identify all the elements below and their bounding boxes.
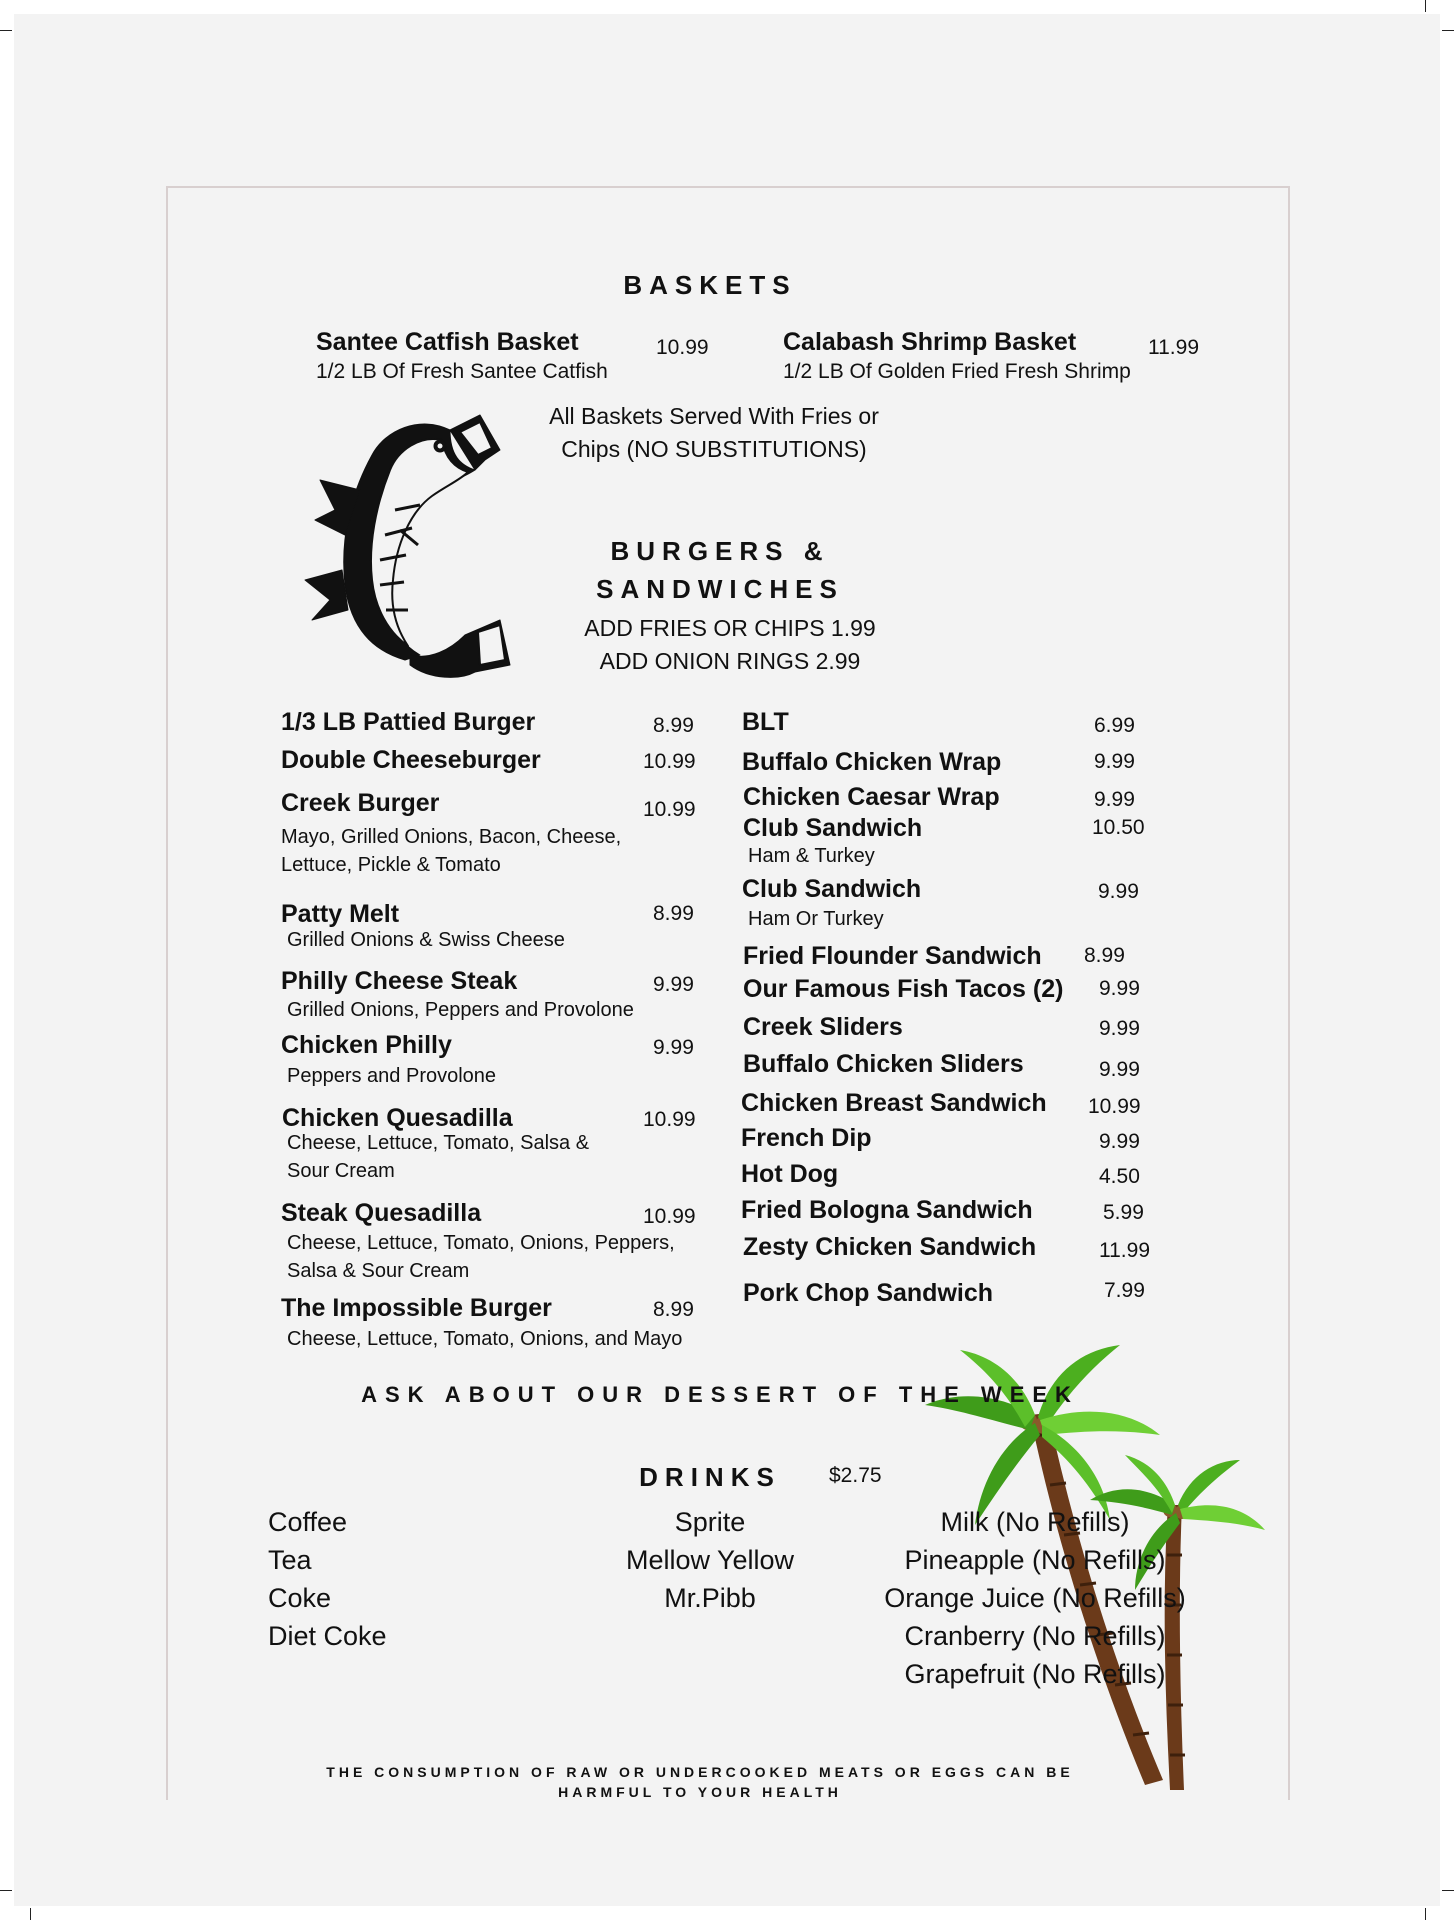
drinks-column-2 <box>560 1503 860 1617</box>
drinks-price: $2.75 <box>829 1464 882 1487</box>
menu-item-price: 9.99 <box>1099 977 1140 1000</box>
menu-item-name: Our Famous Fish Tacos (2) <box>743 975 1064 1003</box>
menu-item-price: 7.99 <box>1104 1279 1145 1302</box>
drink-item: Pineapple (No Refills) <box>904 1545 1166 1575</box>
menu-item-name: The Impossible Burger <box>281 1294 552 1322</box>
menu-item-name: Creek Sliders <box>743 1013 903 1041</box>
basket-desc: 1/2 LB Of Golden Fried Fresh Shrimp <box>783 360 1131 383</box>
menu-item-name: Hot Dog <box>741 1160 839 1188</box>
menu-item-name: French Dip <box>741 1124 872 1152</box>
drink-item: Mr.Pibb <box>664 1583 756 1613</box>
drink-item: Tea <box>268 1545 312 1575</box>
basket-name: Santee Catfish Basket <box>316 328 579 356</box>
burgers-heading-line: SANDWICHES <box>596 574 844 604</box>
drink-item: Sprite <box>674 1507 746 1537</box>
drinks-column-3 <box>870 1503 1200 1693</box>
menu-item-name: BLT <box>742 708 789 736</box>
menu-item-price: 10.99 <box>643 1108 696 1131</box>
menu-item-desc: Ham & Turkey <box>748 845 875 867</box>
dessert-note: ASK ABOUT OUR DESSERT OF THE WEEK <box>361 1382 1079 1407</box>
frame-top <box>166 186 1290 188</box>
crop-mark <box>30 1908 31 1920</box>
menu-item-name: Zesty Chicken Sandwich <box>743 1233 1037 1261</box>
menu-item-desc: Cheese, Lettuce, Tomato, Onions, and Mayo <box>287 1328 683 1350</box>
burgers-heading <box>540 532 900 608</box>
menu-item-price: 11.99 <box>1099 1239 1150 1262</box>
menu-item-name: Club Sandwich <box>743 814 923 842</box>
menu-item-price: 8.99 <box>1084 944 1125 967</box>
frame-left <box>166 186 168 1800</box>
health-warning-line: HARMFUL TO YOUR HEALTH <box>558 1784 842 1800</box>
menu-item-desc-line: Sour Cream <box>287 1160 395 1182</box>
drink-item: Mellow Yellow <box>625 1545 795 1575</box>
menu-item-name: Chicken Philly <box>281 1031 452 1059</box>
basket-price: 11.99 <box>1148 336 1199 359</box>
menu-item-desc-line: Salsa & Sour Cream <box>287 1260 470 1282</box>
menu-item-name: Double Cheeseburger <box>281 746 541 774</box>
drink-item: Grapefruit (No Refills) <box>904 1659 1166 1689</box>
menu-item-price: 9.99 <box>1099 1017 1140 1040</box>
menu-item-desc <box>287 1229 675 1285</box>
menu-item-price: 9.99 <box>1099 1058 1140 1081</box>
crop-mark <box>0 1890 12 1891</box>
crop-mark <box>1425 0 1426 12</box>
menu-item-desc: Grilled Onions & Swiss Cheese <box>287 929 565 951</box>
drink-item: Orange Juice (No Refills) <box>884 1583 1186 1613</box>
menu-item-price: 8.99 <box>653 714 694 737</box>
basket-name: Calabash Shrimp Basket <box>783 328 1077 356</box>
drinks-column-1 <box>268 1503 387 1655</box>
menu-item-price: 10.50 <box>1092 816 1145 839</box>
crop-mark <box>1425 1908 1426 1920</box>
menu-item-name: Fried Flounder Sandwich <box>743 942 1042 970</box>
menu-item-name: Pork Chop Sandwich <box>743 1279 994 1307</box>
menu-item-name: Chicken Caesar Wrap <box>743 783 1000 811</box>
basket-price: 10.99 <box>656 336 709 359</box>
baskets-note-line: All Baskets Served With Fries or <box>549 403 879 429</box>
menu-item-price: 10.99 <box>643 798 696 821</box>
drink-item: Diet Coke <box>268 1621 387 1651</box>
menu-item-price: 5.99 <box>1103 1201 1144 1224</box>
menu-item-desc: Peppers and Provolone <box>287 1065 497 1087</box>
menu-item-name: Buffalo Chicken Wrap <box>742 748 1002 776</box>
menu-item-price: 4.50 <box>1099 1165 1140 1188</box>
menu-item-name: 1/3 LB Pattied Burger <box>281 708 536 736</box>
health-warning <box>250 1762 1150 1802</box>
basket-desc: 1/2 LB Of Fresh Santee Catfish <box>316 360 608 383</box>
jumping-bass-fish-icon <box>300 410 520 690</box>
drink-item: Coffee <box>268 1507 348 1537</box>
menu-item-desc-line: Mayo, Grilled Onions, Bacon, Cheese, <box>281 826 622 848</box>
drink-item: Cranberry (No Refills) <box>904 1621 1166 1651</box>
menu-item-name: Creek Burger <box>281 789 440 817</box>
menu-item-name: Chicken Quesadilla <box>282 1104 513 1132</box>
menu-item-desc-line: Cheese, Lettuce, Tomato, Salsa & <box>287 1132 590 1154</box>
menu-item-name: Steak Quesadilla <box>281 1199 482 1227</box>
menu-item-price: 9.99 <box>653 1036 694 1059</box>
menu-item-price: 10.99 <box>643 750 696 773</box>
baskets-note-line: Chips (NO SUBSTITUTIONS) <box>561 436 867 462</box>
menu-item-price: 8.99 <box>653 902 694 925</box>
crop-mark <box>1442 1890 1454 1891</box>
menu-item-name: Buffalo Chicken Sliders <box>743 1050 1024 1078</box>
menu-item-price: 6.99 <box>1094 714 1135 737</box>
menu-item-desc-line: Cheese, Lettuce, Tomato, Onions, Peppers, <box>287 1232 675 1254</box>
menu-item-price: 9.99 <box>1098 880 1139 903</box>
baskets-heading: BASKETS <box>623 270 797 300</box>
menu-item-price: 9.99 <box>1094 750 1135 773</box>
add-on-line: ADD FRIES OR CHIPS 1.99 <box>584 615 876 641</box>
baskets-note <box>514 400 914 466</box>
menu-item-name: Chicken Breast Sandwich <box>741 1089 1047 1117</box>
menu-item-price: 9.99 <box>1099 1130 1140 1153</box>
menu-item-desc <box>287 1129 589 1185</box>
menu-item-price: 9.99 <box>653 973 694 996</box>
menu-item-price: 8.99 <box>653 1298 694 1321</box>
menu-item-price: 10.99 <box>643 1205 696 1228</box>
menu-item-price: 10.99 <box>1088 1095 1141 1118</box>
menu-item-name: Patty Melt <box>281 900 400 928</box>
burgers-heading-line: BURGERS & <box>610 536 830 566</box>
add-on-line: ADD ONION RINGS 2.99 <box>599 648 861 674</box>
drinks-heading: DRINKS <box>639 1462 781 1492</box>
drink-item: Coke <box>268 1583 332 1613</box>
menu-item-desc <box>281 823 621 879</box>
menu-item-name: Fried Bologna Sandwich <box>741 1196 1033 1224</box>
menu-item-name: Club Sandwich <box>742 875 922 903</box>
menu-item-desc: Ham Or Turkey <box>748 908 884 930</box>
health-warning-line: THE CONSUMPTION OF RAW OR UNDERCOOKED MEATS OR EGGS CAN BE <box>326 1764 1074 1780</box>
menu-item-price: 9.99 <box>1094 788 1135 811</box>
crop-mark <box>1442 30 1454 31</box>
add-ons <box>560 612 900 678</box>
menu-item-name: Philly Cheese Steak <box>281 967 518 995</box>
drink-item: Milk (No Refills) <box>940 1507 1130 1537</box>
menu-item-desc-line: Lettuce, Pickle & Tomato <box>281 854 501 876</box>
crop-mark <box>0 30 12 31</box>
menu-item-desc: Grilled Onions, Peppers and Provolone <box>287 999 634 1021</box>
